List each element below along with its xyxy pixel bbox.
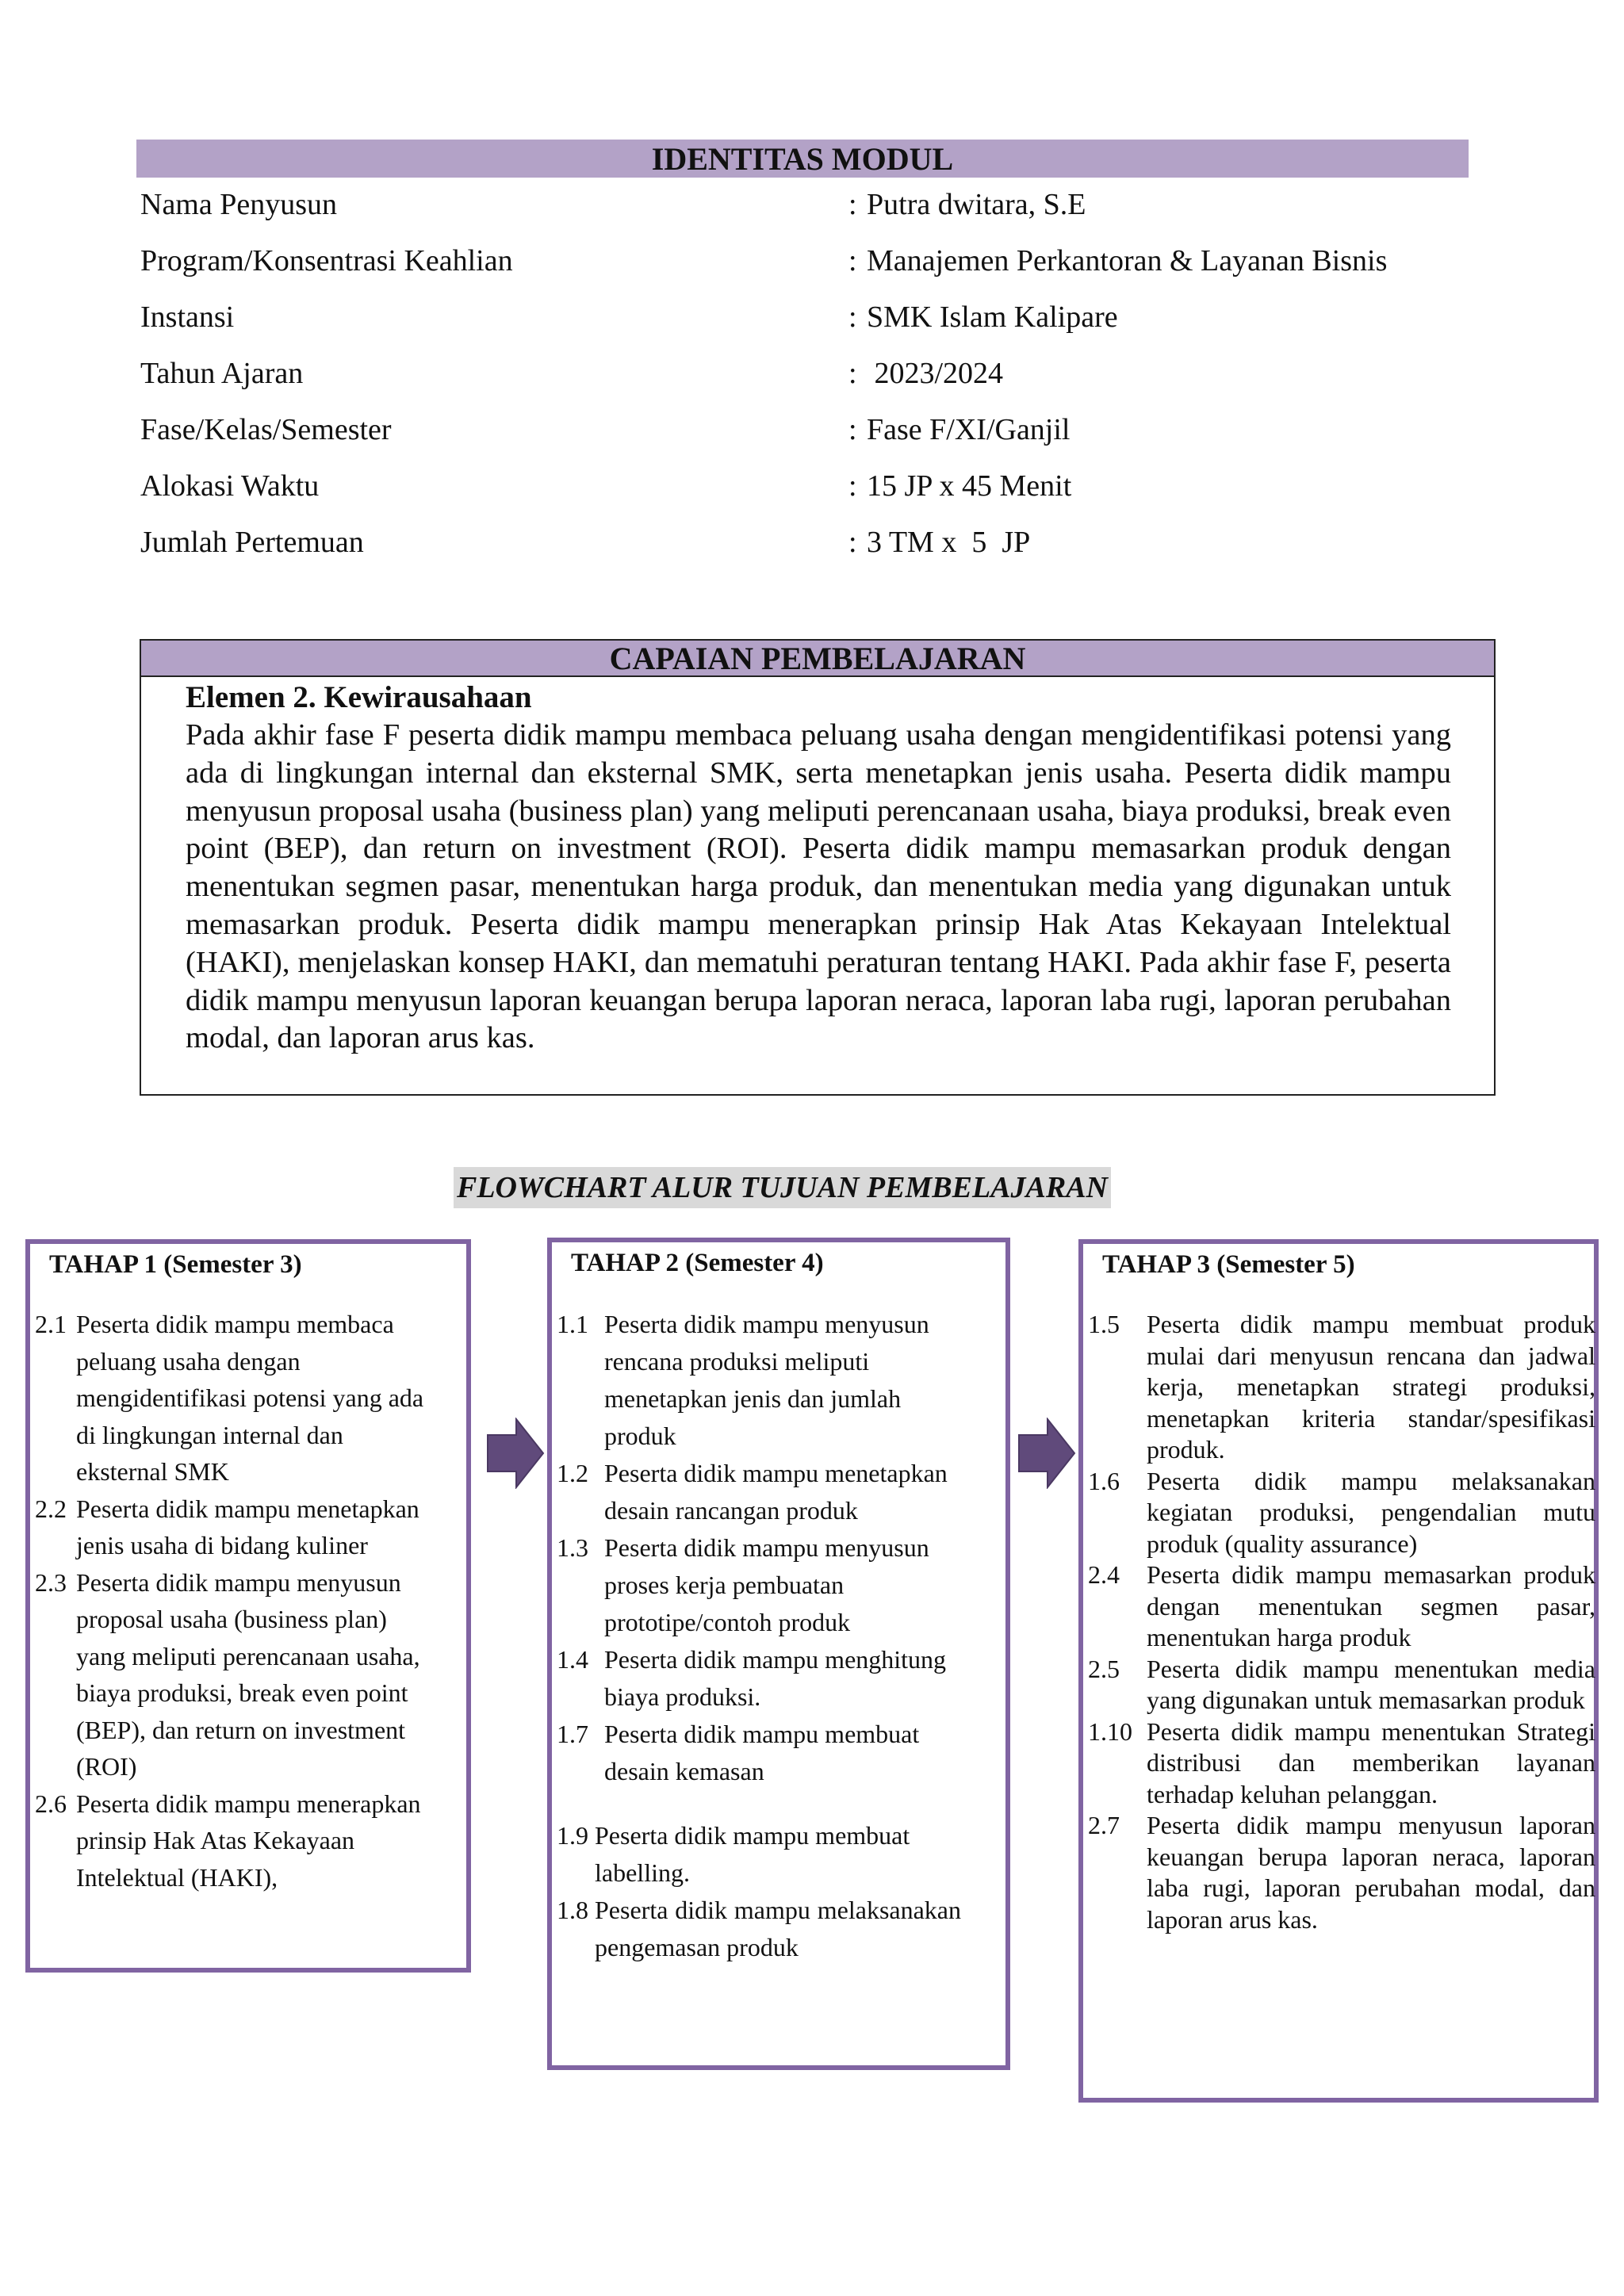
- identitas-separator: :: [848, 469, 857, 503]
- identitas-label: Nama Penyusun: [140, 188, 338, 221]
- stage-3-item: [1088, 1559, 1595, 1654]
- stage-3-box: [1078, 1239, 1599, 2103]
- identitas-label: Program/Konsentrasi Keahlian: [140, 244, 513, 277]
- identitas-label: Alokasi Waktu: [140, 469, 320, 503]
- stage-1-item: [35, 1785, 431, 1896]
- capaian-box: [140, 639, 1496, 1096]
- identitas-value: Fase F/XI/Ganjil: [867, 413, 1071, 446]
- stage-3-item: [1088, 1810, 1595, 1935]
- item-number: 2.6: [35, 1789, 67, 1818]
- stage-2-item: [557, 1306, 961, 1455]
- item-text: Peserta didik mampu menyusun proses kerja pembuatan prototipe/contoh produk: [604, 1533, 929, 1636]
- item-number: 2.2: [35, 1494, 67, 1523]
- identitas-row: [140, 406, 1488, 453]
- stage-1-box: [25, 1239, 471, 1973]
- identitas-value: 2023/2024: [867, 357, 1004, 390]
- stage-2-item: [557, 1529, 961, 1641]
- identitas-value: Putra dwitara, S.E: [867, 188, 1086, 221]
- item-number: 2.3: [35, 1567, 67, 1597]
- stage-2-item: [557, 1455, 961, 1529]
- identitas-row: [140, 462, 1488, 510]
- stage-3-title: TAHAP 3 (Semester 5): [1102, 1250, 1355, 1279]
- identitas-row: [140, 237, 1488, 285]
- item-number: 2.1: [35, 1310, 67, 1338]
- item-number: 1.3: [557, 1533, 588, 1562]
- stage-2-box: [547, 1238, 1010, 2070]
- identitas-separator: :: [848, 188, 857, 221]
- identitas-value: 15 JP x 45 Menit: [867, 469, 1072, 503]
- identitas-row: [140, 519, 1488, 566]
- stage-3-item: [1088, 1309, 1595, 1466]
- identitas-separator: :: [848, 526, 857, 559]
- identitas-value: SMK Islam Kalipare: [867, 300, 1118, 334]
- item-text: Peserta didik mampu menentukan media yang digunakan untuk memasarkan produk: [1147, 1654, 1595, 1714]
- arrow-right-icon: [486, 1418, 545, 1489]
- stage-1-title: TAHAP 1 (Semester 3): [49, 1250, 302, 1279]
- item-text: Peserta didik mampu memasarkan produk dengan menentukan segmen pasar, menentukan harga produk: [1147, 1560, 1595, 1651]
- item-number: 2.4: [1088, 1560, 1120, 1589]
- identitas-separator: :: [848, 357, 857, 390]
- item-text: Peserta didik mampu membuat produk mulai dari menyusun rencana dan jadwal kerja, menetapkan strategi produksi, menetapkan kriteria standar/spesifikasi produk.: [1147, 1310, 1595, 1464]
- item-number: 1.2: [557, 1459, 588, 1487]
- item-number: 1.7: [557, 1720, 588, 1748]
- identitas-row: [140, 293, 1488, 341]
- stage-1-items: [35, 1306, 431, 1896]
- item-text: Peserta didik mampu melaksanakan pengemasan produk: [595, 1896, 961, 1961]
- stage-2-item: [557, 1892, 961, 1966]
- identitas-label: Fase/Kelas/Semester: [140, 413, 392, 446]
- item-number: 2.7: [1088, 1811, 1120, 1839]
- item-number: 1.10: [1088, 1716, 1132, 1746]
- arrow-shape: [1019, 1419, 1074, 1487]
- item-number: 2.5: [1088, 1654, 1120, 1683]
- stage-3-item: [1088, 1466, 1595, 1560]
- item-text: Peserta didik mampu menyusun rencana produksi meliputi menetapkan jenis dan jumlah produk: [604, 1310, 929, 1450]
- identitas-value: Manajemen Perkantoran & Layanan Bisnis: [867, 244, 1388, 277]
- item-number: 1.5: [1088, 1310, 1120, 1338]
- stage-2-item: [557, 1716, 961, 1790]
- item-text: Peserta didik mampu membuat labelling.: [595, 1821, 910, 1887]
- identitas-separator: :: [848, 413, 857, 446]
- identitas-label: Jumlah Pertemuan: [140, 526, 364, 559]
- identitas-row: [140, 181, 1488, 228]
- identitas-label: Tahun Ajaran: [140, 357, 304, 390]
- stage-1-item: [35, 1306, 431, 1490]
- arrow-shape: [488, 1419, 543, 1487]
- identitas-separator: :: [848, 244, 857, 277]
- identitas-row: [140, 350, 1488, 397]
- item-text: Peserta didik mampu menentukan Strategi distribusi dan memberikan layanan terhadap keluhan pelanggan.: [1147, 1716, 1595, 1808]
- identitas-label: Instansi: [140, 300, 235, 334]
- item-number: 1.9: [557, 1821, 588, 1850]
- item-text: Peserta didik mampu menyusun laporan keuangan berupa laporan neraca, laporan laba rugi, laporan perubahan modal, dan laporan arus kas.: [1147, 1811, 1595, 1934]
- identitas-heading: IDENTITAS MODUL: [136, 140, 1469, 178]
- stage-3-items: [1088, 1309, 1595, 1935]
- item-text: Peserta didik mampu menyusun proposal usaha (business plan) yang meliputi perencanaan usaha, biaya produksi, break even point (BEP), dan return on investment (ROI): [76, 1567, 420, 1781]
- item-text: Peserta didik mampu menerapkan prinsip Hak Atas Kekayaan Intelektual (HAKI),: [76, 1789, 421, 1892]
- item-text: Peserta didik mampu melaksanakan kegiatan produksi, pengendalian mutu produk (quality assurance): [1147, 1466, 1595, 1558]
- stage-1-item: [35, 1564, 431, 1785]
- item-text: Peserta didik mampu menetapkan desain rancangan produk: [604, 1459, 948, 1525]
- stage-3-item: [1088, 1654, 1595, 1716]
- item-text: Peserta didik mampu membuat desain kemasan: [604, 1720, 920, 1785]
- capaian-text: Pada akhir fase F peserta didik mampu membaca peluang usaha dengan mengidentifikasi potensi yang ada di lingkungan internal dan eksternal SMK, serta menetapkan jenis usaha. Peserta didik mampu menyusun proposal usaha (business plan) yang meliputi perencanaan usaha, biaya produksi, break even point (BEP), dan return on investment (ROI). Peserta didik mampu memasarkan produk dengan menentukan segmen pasar, menentukan harga produk, dan menentukan media yang digunakan untuk memasarkan produk. Peserta didik mampu menerapkan prinsip Hak Atas Kekayaan Intelektual (HAKI), menjelaskan konsep HAKI, dan mematuhi peraturan tentang HAKI. Pada akhir fase F, peserta didik mampu menyusun laporan keuangan berupa laporan neraca, laporan laba rugi, laporan perubahan modal, dan laporan arus kas.: [186, 718, 1451, 1055]
- item-number: 1.6: [1088, 1466, 1120, 1495]
- capaian-heading: CAPAIAN PEMBELAJARAN: [141, 641, 1494, 677]
- stage-2-item: [557, 1641, 961, 1716]
- stage-1-item: [35, 1490, 431, 1564]
- element-title: Elemen 2. Kewirausahaan: [186, 680, 532, 714]
- item-text: Peserta didik mampu membaca peluang usaha dengan mengidentifikasi potensi yang ada di lingkungan internal dan eksternal SMK: [76, 1310, 424, 1486]
- item-text: Peserta didik mampu menghitung biaya produksi.: [604, 1645, 947, 1711]
- item-number: 1.8: [557, 1896, 588, 1924]
- identitas-separator: :: [848, 300, 857, 334]
- item-number: 1.1: [557, 1310, 588, 1338]
- stage-2-items: [557, 1306, 961, 1966]
- stage-3-item: [1088, 1716, 1595, 1811]
- stage-2-item: [557, 1817, 961, 1892]
- flowchart-title: FLOWCHART ALUR TUJUAN PEMBELAJARAN: [454, 1167, 1111, 1208]
- item-text: Peserta didik mampu menetapkan jenis usaha di bidang kuliner: [76, 1494, 419, 1559]
- identitas-value: 3 TM x 5 JP: [867, 526, 1031, 559]
- item-number: 1.4: [557, 1645, 588, 1674]
- arrow-right-icon: [1017, 1418, 1076, 1489]
- stage-2-title: TAHAP 2 (Semester 4): [571, 1249, 824, 1277]
